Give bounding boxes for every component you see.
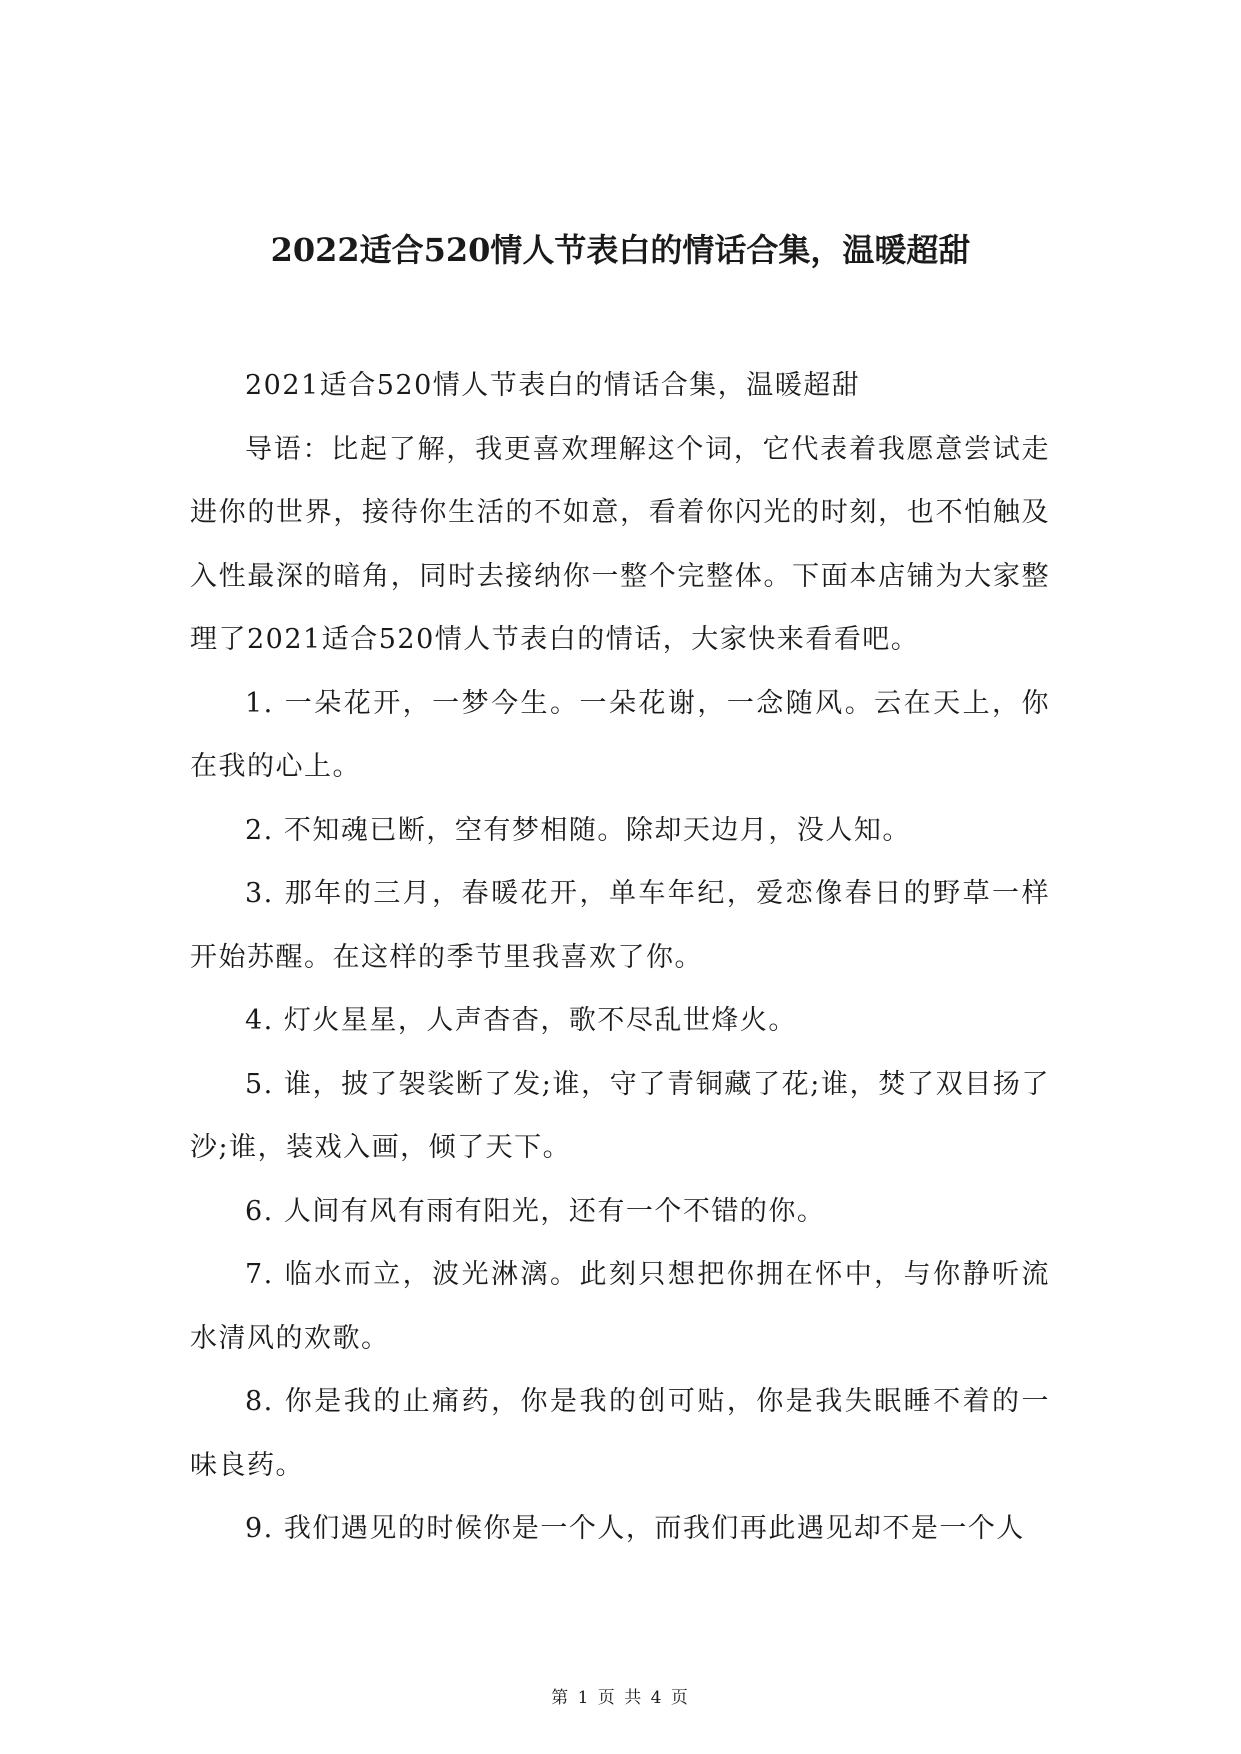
paragraph-item-4: 4. 灯火星星，人声杳杳，歌不尽乱世烽火。 xyxy=(245,1005,797,1036)
paragraph-item-1: 1. 一朵花开，一梦今生。一朵花谢，一念随风。云在天上，你在我的心上。 xyxy=(190,687,1050,782)
paragraph-item-6: 6. 人间有风有雨有阳光，还有一个不错的你。 xyxy=(245,1195,826,1227)
document-body xyxy=(190,354,1050,1561)
paragraph-item-7: 7. 临水而立，波光淋漓。此刻只想把你拥在怀中，与你静听流水清风的欢歌。 xyxy=(190,1259,1050,1354)
paragraph-item-9: 9. 我们遇见的时候你是一个人，而我们再此遇见却不是一个人 xyxy=(245,1513,1025,1544)
document-title: 2022适合520情人节表白的情话合集，温暖超甜 xyxy=(270,231,971,269)
paragraph-item-5: 5. 谁，披了袈裟断了发;谁，守了青铜藏了花;谁，焚了双目扬了沙;谁，装戏入画，倾了天下。 xyxy=(190,1068,1050,1163)
paragraph-intro: 导语：比起了解，我更喜欢理解这个词，它代表着我愿意尝试走进你的世界，接待你生活的不如意，看着你闪光的时刻，也不怕触及入性最深的暗角，同时去接纳你一整个完整体。下面本店铺为大家整理了2021适合520情人节表白的情话，大家快来看看吧。 xyxy=(190,433,1050,655)
paragraph-item-3: 3. 那年的三月，春暖花开，单车年纪，爱恋像春日的野草一样开始苏醒。在这样的季节里我喜欢了你。 xyxy=(190,878,1050,973)
paragraph-item-2: 2. 不知魂已断，空有梦相随。除却天边月，没人知。 xyxy=(245,814,911,846)
page-number-footer: 第 1 页 共 4 页 xyxy=(551,1688,690,1708)
paragraph-subtitle: 2021适合520情人节表白的情话合集，温暖超甜 xyxy=(245,370,861,401)
paragraph-item-8: 8. 你是我的止痛药，你是我的创可贴，你是我失眠睡不着的一味良药。 xyxy=(190,1386,1050,1481)
